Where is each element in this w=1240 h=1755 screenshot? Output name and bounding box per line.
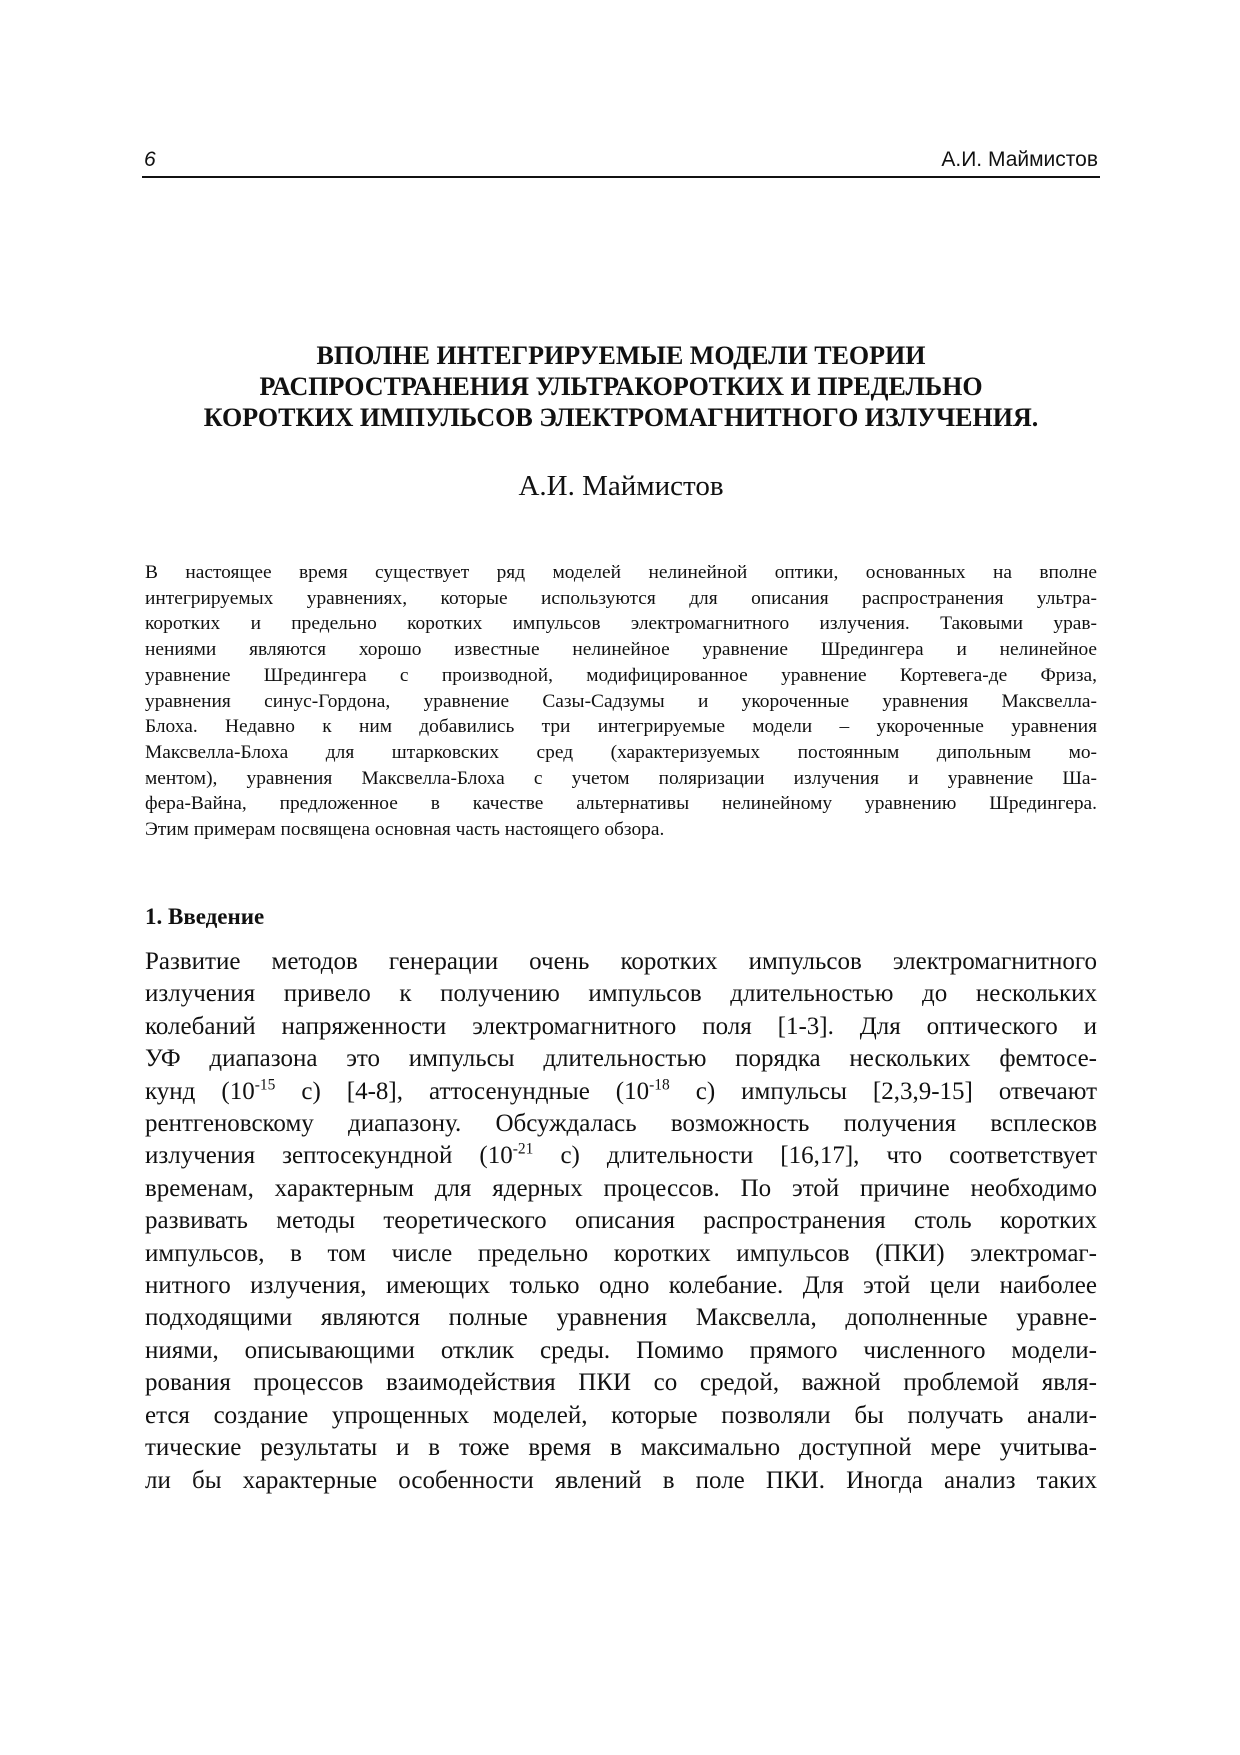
body-line bbox=[145, 1076, 1097, 1108]
title-line: КОРОТКИХ ИМПУЛЬСОВ ЭЛЕКТРОМАГНИТНОГО ИЗЛУЧЕНИЯ. bbox=[203, 403, 1039, 432]
text-run: с) импульсы [2,3,9-15] отвечают bbox=[669, 1077, 1098, 1105]
body-line: рования процессов взаимодействия ПКИ со средой, важной проблемой явля- bbox=[145, 1369, 1097, 1397]
body-line: тические результаты и в тоже время в максимально доступной мере учитыва- bbox=[145, 1434, 1097, 1462]
section-heading: 1. Введение bbox=[145, 904, 265, 929]
running-author: А.И. Маймистов bbox=[941, 148, 1098, 171]
paper-author: А.И. Маймистов bbox=[518, 470, 724, 502]
superscript: -21 bbox=[512, 1141, 534, 1159]
body-line: Развитие методов генерации очень коротких импульсов электромагнитного bbox=[145, 948, 1097, 975]
body-line: колебаний напряженности электромагнитного поля [1-3]. Для оптического и bbox=[145, 1012, 1097, 1040]
abstract-line: интегрируемых уравнениях, которые используются для описания распространения ультра- bbox=[145, 587, 1097, 609]
body-line bbox=[145, 1140, 1097, 1172]
body-line: временам, характерным для ядерных процессов. По этой причине необходимо bbox=[145, 1174, 1097, 1202]
body-line: подходящими являются полные уравнения Максвелла, дополненные уравне- bbox=[145, 1304, 1097, 1332]
abstract-line: фера-Вайна, предложенное в качестве альтернативы нелинейному уравнению Шредингера. bbox=[145, 793, 1097, 815]
text-run: излучения зептосекундной (10 bbox=[145, 1142, 513, 1170]
superscript: -18 bbox=[649, 1076, 670, 1094]
title-line: РАСПРОСТРАНЕНИЯ УЛЬТРАКОРОТКИХ И ПРЕДЕЛЬНО bbox=[259, 372, 983, 401]
abstract-line: ментом), уравнения Максвелла-Блоха с учетом поляризации излучения и уравнение Ша- bbox=[145, 767, 1097, 789]
page-number: 6 bbox=[144, 148, 156, 171]
text-run: с) длительности [16,17], что соответствует bbox=[533, 1142, 1097, 1170]
abstract-line: Блоха. Недавно к ним добавились три интегрируемые модели – укороченные уравнения bbox=[145, 716, 1097, 738]
body-line: ли бы характерные особенности явлений в поле ПКИ. Иногда анализ таких bbox=[145, 1466, 1097, 1494]
abstract-line: Этим примерам посвящена основная часть настоящего обзора. bbox=[145, 819, 665, 841]
body-line: рентгеновскому диапазону. Обсуждалась возможность получения всплесков bbox=[145, 1110, 1097, 1138]
abstract bbox=[145, 560, 1097, 843]
paper-title bbox=[142, 340, 1100, 433]
body-line: излучения привело к получению импульсов длительностью до нескольких bbox=[145, 980, 1097, 1008]
superscript: -15 bbox=[254, 1076, 276, 1094]
body-line: импульсов, в том числе предельно коротких импульсов (ПКИ) электромаг- bbox=[145, 1239, 1097, 1267]
text-run: с) [4-8], аттосенундные (10 bbox=[275, 1077, 650, 1105]
body-text bbox=[145, 946, 1097, 1497]
title-line: ВПОЛНЕ ИНТЕГРИРУЕМЫЕ МОДЕЛИ ТЕОРИИ bbox=[316, 341, 926, 370]
body-line: УФ диапазона это импульсы длительностью порядка нескольких фемтосе- bbox=[145, 1045, 1097, 1073]
text-run: кунд (10 bbox=[145, 1077, 255, 1105]
body-line: развивать методы теоретического описания распространения столь коротких bbox=[145, 1207, 1097, 1235]
abstract-line: Максвелла-Блоха для штарковских сред (характеризуемых постоянным дипольным мо- bbox=[145, 741, 1097, 763]
abstract-line: В настоящее время существует ряд моделей нелинейной оптики, основанных на вполне bbox=[145, 562, 1097, 583]
body-line: ется создание упрощенных моделей, которые позволяли бы получать анали- bbox=[145, 1401, 1097, 1429]
abstract-line: нениями являются хорошо известные нелинейное уравнение Шредингера и нелинейное bbox=[145, 639, 1097, 661]
running-header bbox=[142, 146, 1100, 178]
abstract-line: уравнение Шредингера с производной, модифицированное уравнение Кортевега-де Фриза, bbox=[145, 664, 1097, 686]
abstract-line: уравнения синус-Гордона, уравнение Сазы-Садзумы и укороченные уравнения Максвелла- bbox=[145, 690, 1097, 712]
body-line: ниями, описывающими отклик среды. Помимо прямого численного модели- bbox=[145, 1336, 1097, 1364]
body-line: нитного излучения, имеющих только одно колебание. Для этой цели наиболее bbox=[145, 1272, 1097, 1300]
abstract-line: коротких и предельно коротких импульсов электромагнитного излучения. Таковыми урав- bbox=[145, 613, 1097, 635]
